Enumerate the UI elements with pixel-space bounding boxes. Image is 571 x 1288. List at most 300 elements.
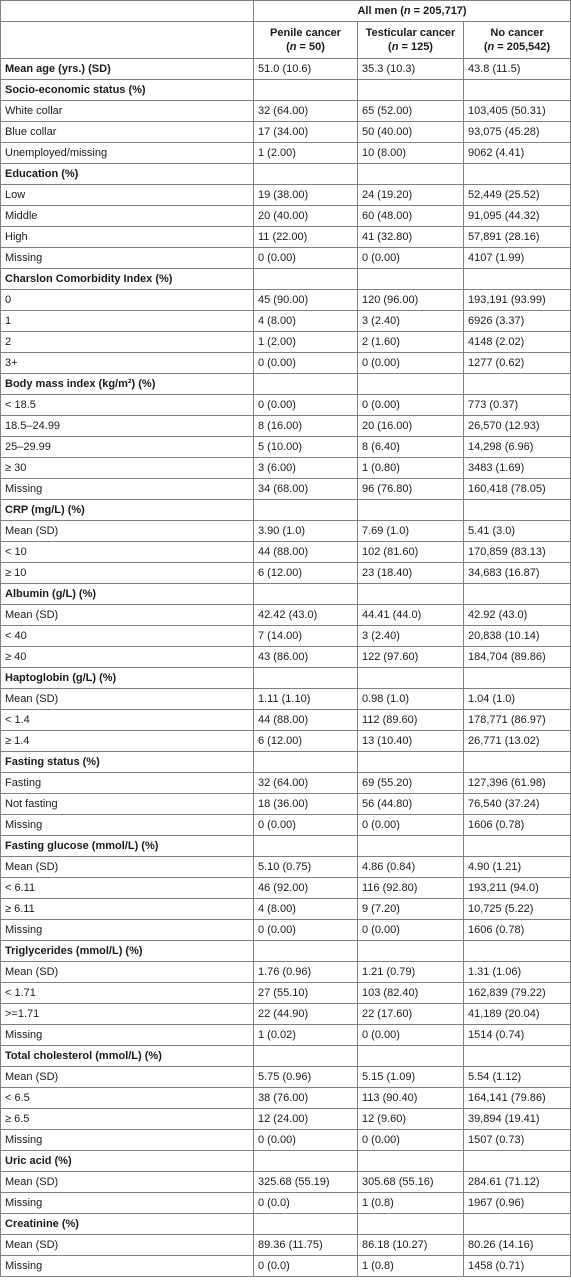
value-cell: 44 (88.00)	[254, 710, 358, 731]
row-label: Missing	[1, 479, 254, 500]
value-cell: 0 (0.00)	[358, 248, 464, 269]
table-row	[1, 1130, 571, 1151]
value-cell	[254, 584, 358, 605]
value-cell: 170,859 (83.13)	[464, 542, 571, 563]
value-cell: 44.41 (44.0)	[358, 605, 464, 626]
table-row	[1, 521, 571, 542]
value-cell: 305.68 (55.16)	[358, 1172, 464, 1193]
value-cell: 12 (24.00)	[254, 1109, 358, 1130]
value-cell	[358, 80, 464, 101]
value-cell: 96 (76.80)	[358, 479, 464, 500]
value-cell: 20 (16.00)	[358, 416, 464, 437]
value-cell: 1277 (0.62)	[464, 353, 571, 374]
value-cell: 7 (14.00)	[254, 626, 358, 647]
table-row	[1, 878, 571, 899]
value-cell: 6 (12.00)	[254, 563, 358, 584]
value-cell	[464, 941, 571, 962]
value-cell	[358, 836, 464, 857]
value-cell: 13 (10.40)	[358, 731, 464, 752]
row-label: Missing	[1, 1193, 254, 1214]
section-row	[1, 1046, 571, 1067]
value-cell	[358, 1151, 464, 1172]
section-row	[1, 374, 571, 395]
value-cell: 76,540 (37.24)	[464, 794, 571, 815]
table-row	[1, 332, 571, 353]
value-cell: 8 (16.00)	[254, 416, 358, 437]
row-label: Missing	[1, 248, 254, 269]
table-row	[1, 815, 571, 836]
value-cell: 1 (0.8)	[358, 1256, 464, 1277]
row-label: 1	[1, 311, 254, 332]
value-cell: 193,211 (94.0)	[464, 878, 571, 899]
value-cell	[254, 269, 358, 290]
value-cell: 0 (0.00)	[254, 353, 358, 374]
value-cell: 4.86 (0.84)	[358, 857, 464, 878]
row-label: Unemployed/missing	[1, 143, 254, 164]
table-row	[1, 794, 571, 815]
value-cell: 103 (82.40)	[358, 983, 464, 1004]
value-cell	[358, 584, 464, 605]
row-label: ≥ 6.5	[1, 1109, 254, 1130]
section-label: Uric acid (%)	[1, 1151, 254, 1172]
row-label: Blue collar	[1, 122, 254, 143]
value-cell: 52,449 (25.52)	[464, 185, 571, 206]
value-cell	[464, 500, 571, 521]
value-cell: 7.69 (1.0)	[358, 521, 464, 542]
section-label: Albumin (g/L) (%)	[1, 584, 254, 605]
table-row	[1, 605, 571, 626]
table-row	[1, 248, 571, 269]
row-label: ≥ 30	[1, 458, 254, 479]
value-cell: 103,405 (50.31)	[464, 101, 571, 122]
value-cell: 1606 (0.78)	[464, 815, 571, 836]
value-cell: 80.26 (14.16)	[464, 1235, 571, 1256]
row-label: < 40	[1, 626, 254, 647]
section-row	[1, 668, 571, 689]
value-cell: 284.61 (71.12)	[464, 1172, 571, 1193]
value-cell	[254, 500, 358, 521]
value-cell: 32 (64.00)	[254, 773, 358, 794]
value-cell: 5.15 (1.09)	[358, 1067, 464, 1088]
header-penile-cancer: Penile cancer (n = 50)	[254, 22, 358, 59]
value-cell	[358, 668, 464, 689]
value-cell: 0 (0.00)	[358, 1025, 464, 1046]
table-row	[1, 1067, 571, 1088]
value-cell: 89.36 (11.75)	[254, 1235, 358, 1256]
table-row	[1, 206, 571, 227]
section-label: Creatinine (%)	[1, 1214, 254, 1235]
row-label: ≥ 40	[1, 647, 254, 668]
value-cell: 162,839 (79.22)	[464, 983, 571, 1004]
value-cell: 0 (0.00)	[254, 395, 358, 416]
value-cell: 26,570 (12.93)	[464, 416, 571, 437]
value-cell: 1.04 (1.0)	[464, 689, 571, 710]
value-cell: 51.0 (10.6)	[254, 59, 358, 80]
value-cell: 5.41 (3.0)	[464, 521, 571, 542]
row-label: Mean (SD)	[1, 962, 254, 983]
value-cell: 0 (0.00)	[254, 248, 358, 269]
value-cell	[464, 1046, 571, 1067]
section-label: Triglycerides (mmol/L) (%)	[1, 941, 254, 962]
value-cell	[254, 1214, 358, 1235]
section-label: CRP (mg/L) (%)	[1, 500, 254, 521]
section-row	[1, 836, 571, 857]
row-label: ≥ 1.4	[1, 731, 254, 752]
section-label: Education (%)	[1, 164, 254, 185]
value-cell: 60 (48.00)	[358, 206, 464, 227]
value-cell: 1.11 (1.10)	[254, 689, 358, 710]
row-label: Missing	[1, 1256, 254, 1277]
value-cell: 69 (55.20)	[358, 773, 464, 794]
value-cell: 0 (0.00)	[358, 395, 464, 416]
value-cell: 1 (2.00)	[254, 332, 358, 353]
row-label: Mean (SD)	[1, 1235, 254, 1256]
value-cell	[464, 164, 571, 185]
section-label: Total cholesterol (mmol/L) (%)	[1, 1046, 254, 1067]
value-cell: 1967 (0.96)	[464, 1193, 571, 1214]
row-label: Middle	[1, 206, 254, 227]
value-cell: 3483 (1.69)	[464, 458, 571, 479]
row-label: >=1.71	[1, 1004, 254, 1025]
table-row	[1, 857, 571, 878]
value-cell: 1507 (0.73)	[464, 1130, 571, 1151]
section-row	[1, 80, 571, 101]
table-row	[1, 416, 571, 437]
section-label: Haptoglobin (g/L) (%)	[1, 668, 254, 689]
table-row	[1, 1004, 571, 1025]
row-label: White collar	[1, 101, 254, 122]
value-cell: 0 (0.00)	[358, 353, 464, 374]
value-cell: 1606 (0.78)	[464, 920, 571, 941]
value-cell	[254, 1046, 358, 1067]
table-row	[1, 731, 571, 752]
value-cell: 122 (97.60)	[358, 647, 464, 668]
row-label: Missing	[1, 1130, 254, 1151]
value-cell	[254, 752, 358, 773]
value-cell	[254, 668, 358, 689]
value-cell: 120 (96.00)	[358, 290, 464, 311]
value-cell	[358, 269, 464, 290]
table-row	[1, 647, 571, 668]
value-cell	[254, 836, 358, 857]
header-all-men: All men (n = 205,717)	[254, 1, 571, 22]
value-cell: 56 (44.80)	[358, 794, 464, 815]
row-label: 0	[1, 290, 254, 311]
row-label: < 1.71	[1, 983, 254, 1004]
value-cell: 26,771 (13.02)	[464, 731, 571, 752]
value-cell	[358, 752, 464, 773]
header-testicular-cancer: Testicular cancer (n = 125)	[358, 22, 464, 59]
value-cell	[358, 500, 464, 521]
row-label: Mean (SD)	[1, 521, 254, 542]
table-row	[1, 899, 571, 920]
value-cell: 93,075 (45.28)	[464, 122, 571, 143]
value-cell: 0 (0.00)	[358, 920, 464, 941]
value-cell: 24 (19.20)	[358, 185, 464, 206]
row-label: Missing	[1, 815, 254, 836]
row-label: Mean (SD)	[1, 1172, 254, 1193]
section-label: Mean age (yrs.) (SD)	[1, 59, 254, 80]
value-cell: 19 (38.00)	[254, 185, 358, 206]
value-cell: 45 (90.00)	[254, 290, 358, 311]
table-row	[1, 437, 571, 458]
table-row	[1, 920, 571, 941]
value-cell: 86.18 (10.27)	[358, 1235, 464, 1256]
table-row	[1, 227, 571, 248]
value-cell: 43.8 (11.5)	[464, 59, 571, 80]
row-label: < 18.5	[1, 395, 254, 416]
value-cell	[254, 1151, 358, 1172]
value-cell: 5.75 (0.96)	[254, 1067, 358, 1088]
header-row-all-men	[1, 1, 571, 22]
value-cell: 20,838 (10.14)	[464, 626, 571, 647]
row-label: High	[1, 227, 254, 248]
value-cell: 112 (89.60)	[358, 710, 464, 731]
value-cell	[464, 1214, 571, 1235]
value-cell: 773 (0.37)	[464, 395, 571, 416]
value-cell: 9 (7.20)	[358, 899, 464, 920]
value-cell: 0 (0.0)	[254, 1256, 358, 1277]
row-label: 18.5–24.99	[1, 416, 254, 437]
table-body	[1, 59, 571, 1277]
value-cell: 6926 (3.37)	[464, 311, 571, 332]
value-cell: 2 (1.60)	[358, 332, 464, 353]
value-cell	[464, 668, 571, 689]
value-cell: 17 (34.00)	[254, 122, 358, 143]
row-label: Mean (SD)	[1, 605, 254, 626]
value-cell	[464, 752, 571, 773]
row-label: Low	[1, 185, 254, 206]
table-row	[1, 1256, 571, 1277]
value-cell: 1 (0.02)	[254, 1025, 358, 1046]
row-label: Mean (SD)	[1, 1067, 254, 1088]
table-row	[1, 311, 571, 332]
value-cell: 4107 (1.99)	[464, 248, 571, 269]
value-cell	[254, 164, 358, 185]
value-cell: 32 (64.00)	[254, 101, 358, 122]
table-row	[1, 122, 571, 143]
table-row	[1, 101, 571, 122]
value-cell: 39,894 (19.41)	[464, 1109, 571, 1130]
value-cell: 11 (22.00)	[254, 227, 358, 248]
row-label: < 6.11	[1, 878, 254, 899]
value-cell	[254, 374, 358, 395]
row-label: < 1.4	[1, 710, 254, 731]
section-row	[1, 59, 571, 80]
value-cell	[464, 269, 571, 290]
header-row-groups	[1, 22, 571, 59]
value-cell: 34,683 (16.87)	[464, 563, 571, 584]
section-row	[1, 269, 571, 290]
row-label: 25–29.99	[1, 437, 254, 458]
value-cell	[464, 80, 571, 101]
row-label: Not fasting	[1, 794, 254, 815]
section-row	[1, 941, 571, 962]
section-row	[1, 584, 571, 605]
value-cell: 10,725 (5.22)	[464, 899, 571, 920]
row-label: 3+	[1, 353, 254, 374]
value-cell: 184,704 (89.86)	[464, 647, 571, 668]
value-cell: 1.21 (0.79)	[358, 962, 464, 983]
table-row	[1, 458, 571, 479]
value-cell: 41,189 (20.04)	[464, 1004, 571, 1025]
value-cell: 22 (17.60)	[358, 1004, 464, 1025]
value-cell: 1 (2.00)	[254, 143, 358, 164]
header-blank-cell	[1, 1, 254, 22]
value-cell: 1514 (0.74)	[464, 1025, 571, 1046]
value-cell	[254, 941, 358, 962]
value-cell: 1458 (0.71)	[464, 1256, 571, 1277]
value-cell	[254, 80, 358, 101]
value-cell	[358, 1214, 464, 1235]
row-label: Missing	[1, 1025, 254, 1046]
value-cell: 38 (76.00)	[254, 1088, 358, 1109]
section-row	[1, 1214, 571, 1235]
value-cell: 50 (40.00)	[358, 122, 464, 143]
table-row	[1, 1172, 571, 1193]
table-row	[1, 983, 571, 1004]
table-row	[1, 143, 571, 164]
value-cell: 0 (0.00)	[254, 920, 358, 941]
value-cell: 57,891 (28.16)	[464, 227, 571, 248]
value-cell: 35.3 (10.3)	[358, 59, 464, 80]
table-row	[1, 1109, 571, 1130]
table-row	[1, 290, 571, 311]
row-label: Mean (SD)	[1, 689, 254, 710]
value-cell	[358, 374, 464, 395]
value-cell: 18 (36.00)	[254, 794, 358, 815]
value-cell: 41 (32.80)	[358, 227, 464, 248]
value-cell: 46 (92.00)	[254, 878, 358, 899]
value-cell: 6 (12.00)	[254, 731, 358, 752]
row-label: Fasting	[1, 773, 254, 794]
value-cell: 65 (52.00)	[358, 101, 464, 122]
value-cell: 10 (8.00)	[358, 143, 464, 164]
table-row	[1, 689, 571, 710]
value-cell: 193,191 (93.99)	[464, 290, 571, 311]
header-no-cancer: No cancer (n = 205,542)	[464, 22, 571, 59]
value-cell: 5.54 (1.12)	[464, 1067, 571, 1088]
section-label: Fasting glucose (mmol/L) (%)	[1, 836, 254, 857]
value-cell: 20 (40.00)	[254, 206, 358, 227]
table-row	[1, 626, 571, 647]
row-label: ≥ 6.11	[1, 899, 254, 920]
value-cell: 127,396 (61.98)	[464, 773, 571, 794]
value-cell	[464, 1151, 571, 1172]
value-cell: 3 (6.00)	[254, 458, 358, 479]
table-row	[1, 353, 571, 374]
table-row	[1, 962, 571, 983]
table-row	[1, 563, 571, 584]
section-label: Fasting status (%)	[1, 752, 254, 773]
value-cell: 22 (44.90)	[254, 1004, 358, 1025]
value-cell: 4148 (2.02)	[464, 332, 571, 353]
row-label: ≥ 10	[1, 563, 254, 584]
row-label: < 10	[1, 542, 254, 563]
value-cell: 325.68 (55.19)	[254, 1172, 358, 1193]
value-cell: 42.92 (43.0)	[464, 605, 571, 626]
value-cell: 1.76 (0.96)	[254, 962, 358, 983]
value-cell: 0 (0.00)	[358, 1130, 464, 1151]
row-label: Mean (SD)	[1, 857, 254, 878]
value-cell	[464, 836, 571, 857]
header-blank-cell	[1, 22, 254, 59]
section-row	[1, 752, 571, 773]
value-cell	[464, 374, 571, 395]
value-cell: 43 (86.00)	[254, 647, 358, 668]
value-cell: 0.98 (1.0)	[358, 689, 464, 710]
value-cell: 14,298 (6.96)	[464, 437, 571, 458]
value-cell: 102 (81.60)	[358, 542, 464, 563]
table-row	[1, 1088, 571, 1109]
value-cell: 0 (0.00)	[254, 1130, 358, 1151]
value-cell: 9062 (4.41)	[464, 143, 571, 164]
value-cell: 23 (18.40)	[358, 563, 464, 584]
value-cell: 4 (8.00)	[254, 899, 358, 920]
value-cell: 4.90 (1.21)	[464, 857, 571, 878]
section-row	[1, 164, 571, 185]
table-row	[1, 479, 571, 500]
value-cell: 1 (0.8)	[358, 1193, 464, 1214]
value-cell: 1 (0.80)	[358, 458, 464, 479]
value-cell: 160,418 (78.05)	[464, 479, 571, 500]
value-cell: 8 (6.40)	[358, 437, 464, 458]
section-row	[1, 500, 571, 521]
value-cell: 116 (92.80)	[358, 878, 464, 899]
value-cell: 4 (8.00)	[254, 311, 358, 332]
table-row	[1, 542, 571, 563]
value-cell: 113 (90.40)	[358, 1088, 464, 1109]
table-header	[1, 1, 571, 59]
value-cell: 3 (2.40)	[358, 626, 464, 647]
value-cell: 5.10 (0.75)	[254, 857, 358, 878]
value-cell	[464, 584, 571, 605]
table-row	[1, 1025, 571, 1046]
value-cell: 3 (2.40)	[358, 311, 464, 332]
value-cell: 0 (0.00)	[254, 815, 358, 836]
table-row	[1, 773, 571, 794]
value-cell: 164,141 (79.86)	[464, 1088, 571, 1109]
table-row	[1, 395, 571, 416]
value-cell: 1.31 (1.06)	[464, 962, 571, 983]
row-label: Missing	[1, 920, 254, 941]
value-cell: 91,095 (44.32)	[464, 206, 571, 227]
value-cell	[358, 941, 464, 962]
table-row	[1, 1193, 571, 1214]
value-cell: 34 (68.00)	[254, 479, 358, 500]
value-cell: 44 (88.00)	[254, 542, 358, 563]
value-cell: 0 (0.0)	[254, 1193, 358, 1214]
table-row	[1, 185, 571, 206]
table-row	[1, 710, 571, 731]
section-label: Body mass index (kg/m²) (%)	[1, 374, 254, 395]
value-cell: 178,771 (86.97)	[464, 710, 571, 731]
section-row	[1, 1151, 571, 1172]
section-label: Socio-economic status (%)	[1, 80, 254, 101]
value-cell: 5 (10.00)	[254, 437, 358, 458]
value-cell	[358, 1046, 464, 1067]
value-cell: 3.90 (1.0)	[254, 521, 358, 542]
value-cell: 0 (0.00)	[358, 815, 464, 836]
value-cell: 27 (55.10)	[254, 983, 358, 1004]
value-cell: 42.42 (43.0)	[254, 605, 358, 626]
value-cell	[358, 164, 464, 185]
row-label: < 6.5	[1, 1088, 254, 1109]
row-label: 2	[1, 332, 254, 353]
section-label: Charslon Comorbidity Index (%)	[1, 269, 254, 290]
value-cell: 12 (9.60)	[358, 1109, 464, 1130]
table-row	[1, 1235, 571, 1256]
